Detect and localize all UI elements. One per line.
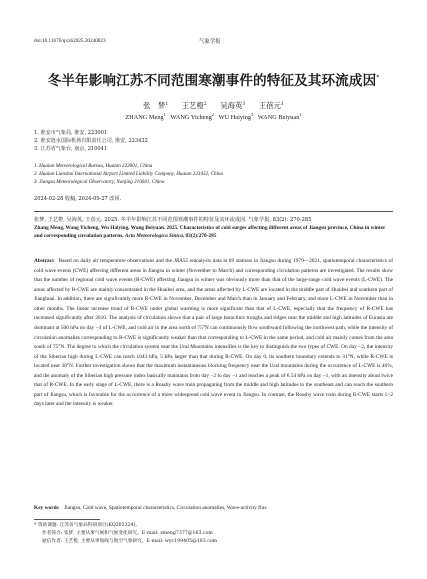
affiliation-en: 2. Huaian Lianshui International Airport Limited Liability Company, Huaian 223432, China bbox=[34, 170, 224, 177]
author-cn-name: 吴海英 bbox=[220, 101, 243, 110]
author-en-name: WANG Beiyuan bbox=[257, 114, 300, 121]
author-en-affiliation: 1 bbox=[299, 112, 302, 117]
keywords bbox=[34, 505, 393, 511]
abstract bbox=[34, 257, 393, 410]
affiliation-cn: 2. 淮安涟水国际机场有限责任公司, 淮安, 223432 bbox=[34, 137, 148, 144]
author-en-name: WU Haiying bbox=[218, 114, 252, 121]
paper-title-text: 冬半年影响江苏不同范围寒潮事件的特征及其环流成因 bbox=[47, 73, 377, 89]
affiliation-cn: 3. 江苏省气象台, 南京, 210041 bbox=[34, 145, 108, 152]
author-en-name: ZHANG Meng bbox=[125, 114, 164, 121]
doi-label: doi:10.11676/qxxb2025.20240023 bbox=[34, 38, 106, 44]
divider bbox=[34, 211, 393, 212]
journal-name: 气象学报 bbox=[199, 39, 221, 45]
keywords-text: Jiangsu, Cold wave, Spatiotemporal characteristics, Circulation anomalies, Wave-activity flux bbox=[64, 505, 267, 511]
author-cn-affiliation: 2 bbox=[203, 102, 207, 107]
affiliation-cn: 1. 淮安市气象局, 淮安, 223001 bbox=[34, 130, 108, 136]
authors-english bbox=[34, 112, 393, 121]
author-cn-name: 王艺橙 bbox=[181, 101, 204, 110]
affiliations-chinese bbox=[34, 130, 148, 153]
citation-english bbox=[34, 225, 393, 240]
affiliations-english bbox=[34, 163, 223, 186]
date-line: 2024-02-28 收稿, 2024-09-27 改回. bbox=[34, 196, 122, 202]
paper-title bbox=[34, 69, 393, 89]
author-cn-affiliation: 3 bbox=[242, 102, 246, 107]
received-dates bbox=[34, 196, 121, 204]
citation-en-journal: Acta Meteorologica Sinica, bbox=[124, 232, 185, 239]
author-en-affiliation: 3 bbox=[251, 112, 254, 117]
citation-chinese: 张梦, 王艺橙, 吴海英, 王蓓元. 2025. 冬半年影响江苏不同范围寒潮事件的特征及其环流成因. 气象学报, 83(2): 270-285 bbox=[34, 217, 312, 223]
affiliation-en: 1. Huaian Meteorological Bureau, Huaian 223001, China bbox=[34, 163, 153, 169]
citation-en-volume: 83(2):270-285 bbox=[184, 232, 217, 239]
authors-chinese bbox=[34, 100, 393, 111]
keywords-label: Key words bbox=[34, 505, 59, 511]
footnote-author: 作者简介: 张梦, 主要从事气候和气候变化研究。E-mail: zmeng7377@163.com bbox=[42, 531, 213, 536]
footnote-divider bbox=[34, 519, 100, 520]
author-cn-name: 张 梦 bbox=[143, 101, 166, 110]
author-en-name: WANG Yicheng bbox=[170, 114, 212, 121]
abstract-dataset: JRA55 bbox=[173, 258, 188, 264]
abstract-text-body: reanalysis data at 69 stations in Jiangsu during 1979—2021, spatiotemporal characteristics of cold wave events (CWE) affecting different areas in Jiangsu in winter (November to March) and corresponding circulation patterns are investigated. The results show that the number of regional cold wave events (R-CWE) affecting Jiangsu in winter was obviously more than that of the large-range cold wave events (L-CWE). The areas affected by R-CWE are mainly concentrated in the Huaibei area, and the areas affected by L-CWE are located in the middle part of Huaibei and southern part of Jianghuai. In addition, there are significantly more R-CWE in November, December and March than in January and February, and more L-CWE in November than in other months. The linear increase trend of R-CWE under global warming is more significant than that of L-CWE, especially that the frequency of R-CWE has increased significantly after 2010. The analysis of circulation shows that a pair of large baroclinic troughs and ridges near the middle and high latitudes of Eurasia are dominant at 500 hPa on day −4 of L-CWE, and cold air in the area north of 75°N can continuously flow southward following the northwest path, while the intensity of circulation anomalies corresponding to R-CWE is significantly weaker than that corresponding to L-CWE in the same period, and cold air mainly comes from the area south of 75°N. The degree to which the circulation system near the Ural Mountains intensifies is the key to distinguish the two types of CWE. On day −2, the intensity of the Siberian high during L-CWE can reach 1043 hPa, 5 hPa larger than that during R-CWE. On day 0, its southern boundary extends to 31°N, while R-CWE is located near 38°N. Further investigation shows that the maximum instantaneous blocking frequency near the Ural mountains during the occurrence of L-CWE is 46%, and the anomaly of the Siberian high pressure index basically maintains from day −2 to day −1 and reaches a peak of 6.54 hPa on day −1, with an intensity about twice that of R-CWE. In the early stage of L-CWE, there is a Rossby wave train propagating from the middle and high latitudes to the southeast and can reach the southern part of Jiangsu, which is favorable for the occurrence of a more widespread cold wave event in Jiangsu. In contrast, the Rossby wave train during R-CWE starts 1−2 days later and the intensity is weaker. bbox=[34, 258, 393, 408]
footnote-corresponding: 通信作者: 王艺橙, 主要从事航线与航空气象研究。E-mail: wyc199405@163.com bbox=[42, 539, 218, 544]
abstract-label: Abstract bbox=[34, 258, 54, 264]
author-cn-name: 王蓓元 bbox=[258, 101, 281, 110]
title-footnote-mark: * bbox=[376, 74, 380, 81]
author-en-affiliation: 1 bbox=[163, 112, 166, 117]
citation-en-main: Zhang Meng, Wang Yicheng, Wu Haiying, Wang Beiyuan. 2025. Characteristics of cold surges affecting different areas of Jiangsu province, China in winter and corresponding circulation patterns. bbox=[34, 225, 386, 239]
author-en-affiliation: 2 bbox=[211, 112, 215, 117]
author-cn-affiliation: 1 bbox=[280, 102, 284, 107]
author-cn-affiliation: 1 bbox=[165, 102, 169, 107]
footnote-funding: * 资助课题: 江苏省气象局科研项目(KQ202324)。 bbox=[34, 523, 141, 528]
abstract-text-start: Based on daily air temperature observations and the bbox=[58, 258, 174, 264]
affiliation-en: 3. Jiangsu Meteorological Observatory, Nanjing 210041, China bbox=[34, 178, 165, 185]
